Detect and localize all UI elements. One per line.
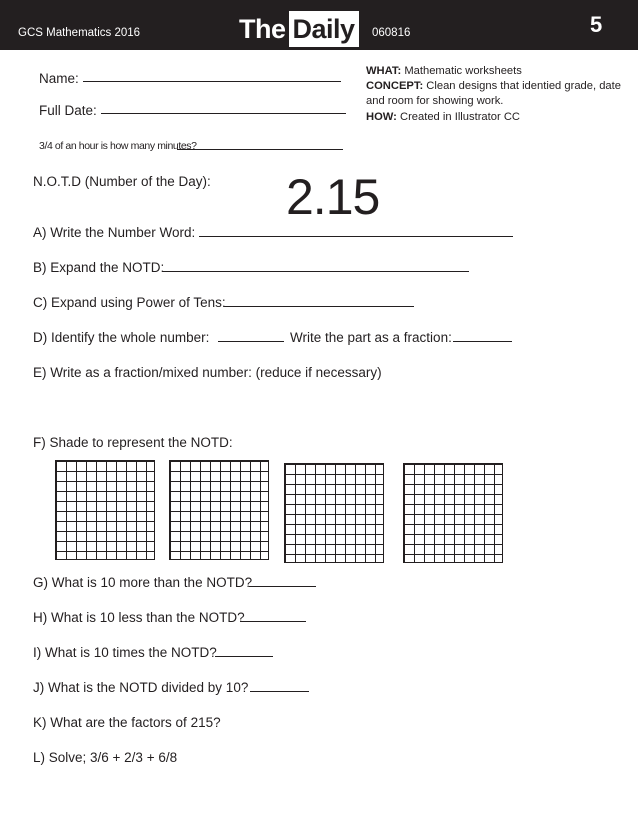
answer-line-d-whole[interactable] xyxy=(218,341,284,342)
question-d-whole: D) Identify the whole number: xyxy=(33,330,210,345)
question-k: K) What are the factors of 215? xyxy=(33,715,221,730)
date-line[interactable] xyxy=(101,113,346,114)
logo xyxy=(239,11,359,47)
date-label: Full Date: xyxy=(39,103,97,118)
info-concept: CONCEPT: Clean designs that identied grade, date and room for showing work. xyxy=(366,80,621,108)
info-what: WHAT: Mathematic worksheets xyxy=(366,65,522,77)
hundred-grid-4[interactable] xyxy=(403,463,503,563)
name-line[interactable] xyxy=(83,81,341,82)
hundred-grid-3[interactable] xyxy=(284,463,384,563)
info-block xyxy=(366,64,626,125)
answer-line-i[interactable] xyxy=(215,656,273,657)
question-i: I) What is 10 times the NOTD? xyxy=(33,645,217,660)
notd-label: N.O.T.D (Number of the Day): xyxy=(33,174,211,189)
hour-question: 3/4 of an hour is how many minutes? xyxy=(39,140,197,152)
answer-line-d-fraction[interactable] xyxy=(453,341,512,342)
question-f: F) Shade to represent the NOTD: xyxy=(33,435,233,450)
answer-line-b[interactable] xyxy=(162,271,469,272)
question-l: L) Solve; 3/6 + 2/3 + 6/8 xyxy=(33,750,178,765)
question-a: A) Write the Number Word: xyxy=(33,225,196,240)
answer-line-h[interactable] xyxy=(241,621,306,622)
answer-line-g[interactable] xyxy=(249,586,316,587)
header-bar xyxy=(0,0,638,50)
notd-value: 2.15 xyxy=(286,169,380,225)
worksheet-code: 060816 xyxy=(372,27,411,39)
logo-the: The xyxy=(239,14,286,44)
info-how: HOW: Created in Illustrator CC xyxy=(366,110,520,123)
hundred-grid-2[interactable] xyxy=(169,460,269,560)
logo-daily: Daily xyxy=(289,11,359,47)
question-j: J) What is the NOTD divided by 10? xyxy=(33,680,249,695)
answer-line-j[interactable] xyxy=(250,691,309,692)
answer-line-a[interactable] xyxy=(199,236,513,237)
course-title: GCS Mathematics 2016 xyxy=(18,27,141,39)
hundred-grid-1[interactable] xyxy=(55,460,155,560)
question-g: G) What is 10 more than the NOTD? xyxy=(33,575,253,590)
question-h: H) What is 10 less than the NOTD? xyxy=(33,610,245,625)
question-d-fraction: Write the part as a fraction: xyxy=(290,330,452,345)
hour-answer-line[interactable] xyxy=(177,149,343,150)
question-e: E) Write as a fraction/mixed number: (reduce if necessary) xyxy=(33,365,382,380)
answer-line-c[interactable] xyxy=(224,306,414,307)
name-label: Name: xyxy=(39,71,79,86)
question-c: C) Expand using Power of Tens: xyxy=(33,295,226,310)
question-b: B) Expand the NOTD: xyxy=(33,260,165,275)
page-number: 5 xyxy=(590,12,603,37)
